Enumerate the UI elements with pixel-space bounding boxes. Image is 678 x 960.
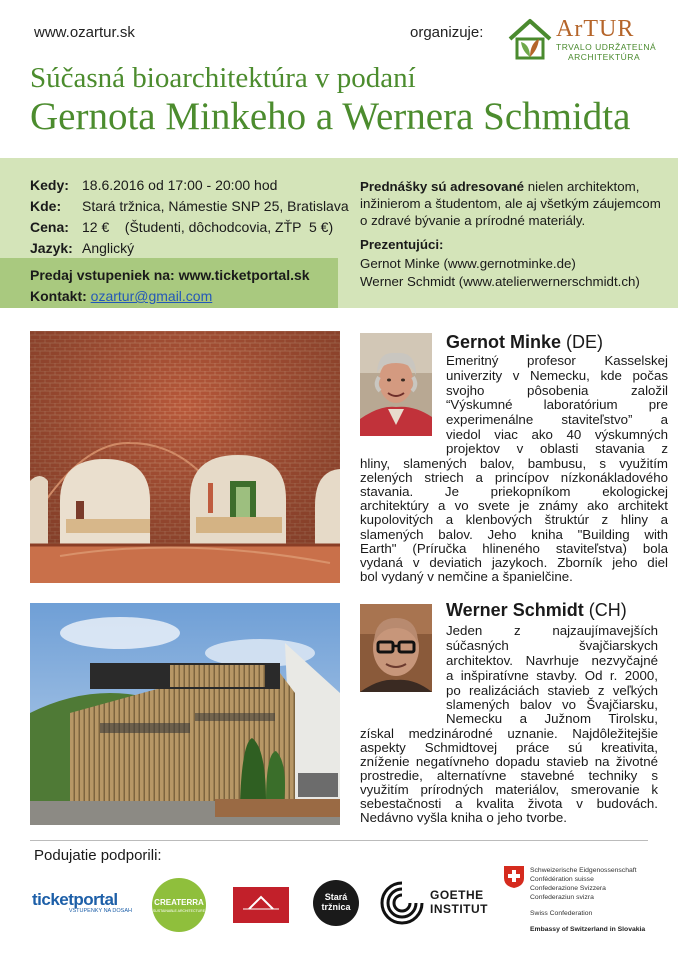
audience-text-part: nielen architektom, (524, 179, 640, 194)
page-title: Gernota Minkeho a Wernera Schmidta (30, 95, 631, 138)
werner-schmidt-portrait (360, 604, 432, 692)
bio-line: architektov. Navrhuje nezvyčajné (446, 653, 658, 668)
bio-line: bol vydaný v nemčine a španielčine. (360, 569, 573, 584)
bio-line: hliny, slamených balov, bambusu, s využitím (360, 456, 668, 471)
bio-line: kupolovitých a klenbových štruktúr z hliny a (360, 512, 668, 527)
goethe-institut-logo (380, 880, 490, 926)
audience-lead: Prednášky sú adresované (360, 179, 525, 194)
supporters-label: Podujatie podporili: (34, 847, 162, 864)
ticketportal-name: ticketportal (32, 890, 118, 909)
gernot-minke-portrait (360, 333, 432, 436)
gernot-minke-name (446, 332, 603, 353)
werner-schmidt-name (446, 600, 627, 621)
bio-line: slamených balov vo Švajčiarsku, (446, 697, 658, 712)
event-value: Anglický (82, 240, 135, 256)
footer-divider (30, 840, 648, 841)
organizer-label: organizuje: (410, 24, 484, 41)
bio-line: slamených balov. Jeho kniha "Building with (360, 527, 668, 542)
bio-line: projektov v oblasti stavania z (446, 441, 668, 456)
event-value: 18.6.2016 od 17:00 - 20:00 hod (82, 177, 278, 193)
arrow-mark-icon (233, 887, 289, 923)
event-row-language (30, 238, 349, 259)
website-url[interactable]: www.ozartur.sk (34, 24, 135, 41)
audience-text-part: o zdravé bývanie a prírodné materiály. (360, 213, 586, 228)
page-subtitle: Súčasná bioarchitektúra v podaní (30, 62, 416, 94)
presenter-link[interactable]: Gernot Minke (www.gernotminke.de) (360, 256, 576, 271)
event-row-place (30, 196, 349, 217)
bio-name: Gernot Minke (446, 332, 562, 352)
ticketportal-logo (32, 890, 132, 914)
event-value: Stará tržnica, Námestie SNP 25, Bratislava (82, 198, 349, 214)
presenter-link[interactable]: Werner Schmidt (www.atelierwernerschmidt.ch) (360, 274, 640, 289)
wooden-building-photo (30, 603, 340, 825)
ticketportal-tagline: VSTUPENKY NA DOSAH (68, 908, 132, 914)
bio-line: viedol viac ako 40 výskumných (446, 427, 668, 442)
swiss-embassy-name: Embassy of Switzerland in Slovakia (530, 926, 646, 933)
event-value: 12 € (Študenti, dôchodcovia, ZŤP 5 €) (82, 219, 334, 235)
swiss-flag-icon (504, 866, 524, 888)
event-key: Kde: (30, 198, 62, 214)
bio-line: a inšpiratívne stavby. Od r. 2000, (446, 668, 658, 683)
swiss-name-line: Confederaziun svizra (530, 894, 594, 901)
event-row-price (30, 217, 349, 238)
event-key: Cena: (30, 219, 69, 235)
swiss-name-line: Confédération suisse (530, 876, 594, 883)
swiss-name-line: Confederazione Svizzera (530, 885, 606, 892)
bio-line: zníženie negatívneho dopadu stavieb na životné (360, 754, 658, 769)
presenters-heading: Prezentujúci: (360, 237, 444, 252)
createrra-logo (152, 878, 206, 932)
contact-email-link[interactable]: ozartur@gmail.com (90, 288, 213, 304)
bio-line: po realizáciách stavieb z veľkých (446, 683, 658, 698)
goethe-spiral-icon (380, 881, 424, 925)
goethe-name: GOETHE (430, 888, 484, 902)
logo-tagline: ARCHITEKTÚRA (568, 52, 641, 62)
audience-text-part: inžinierom a študentom, ale aj všetkým záujemcom (360, 196, 661, 211)
bio-country: (CH) (583, 600, 627, 620)
bio-line: architektúry a vo svete je známy ako architekt (360, 498, 668, 513)
contact-label: Kontakt: (30, 288, 87, 304)
bio-line: sebestačnosti a kvalita života v budovách. (360, 796, 658, 811)
bio-line: súčasných švajčiarskych (446, 638, 658, 653)
bio-line: svojho pôsobenia založil (446, 383, 668, 398)
swiss-embassy-logo (504, 866, 664, 946)
house-leaf-icon (506, 17, 554, 61)
ticket-info (30, 265, 310, 307)
logo-tagline: TRVALO UDRŽATEĽNÁ (556, 42, 657, 52)
architecture-partner-logo (233, 887, 289, 923)
bio-line: Jeden z najzaujímavejších (446, 623, 658, 638)
bio-line: stavania. Je priekopníkom ekologickej (360, 484, 668, 499)
stara-trznica-logo (313, 880, 359, 926)
event-key: Kedy: (30, 177, 69, 193)
bio-line: Nemecku a Južnom Tirolsku, (446, 711, 658, 726)
artur-logo (506, 15, 656, 63)
bio-line: “Výskumné laboratórium pre (446, 397, 668, 412)
bio-line: získal medzinárodné uznanie. Najdôležitejšie (360, 726, 658, 741)
createrra-tagline: SUSTAINABLE ARCHITECTURE (152, 909, 206, 913)
event-key: Jazyk: (30, 240, 73, 256)
event-row-date (30, 175, 349, 196)
bio-line: vydaná v deviatich jazykoch. Zborník jeho diel (360, 555, 668, 570)
bio-line: experimenálne staviteľstvo” a (446, 412, 668, 427)
swiss-confederation: Swiss Confederation (530, 910, 593, 917)
goethe-name: INSTITUT (430, 902, 488, 916)
bio-line: aspekty Schmidtovej práce sú kreativita, (360, 740, 658, 755)
audience-text (360, 178, 668, 229)
bio-country: (DE) (561, 332, 604, 352)
bio-line: univerzity v Nemecku, kde počas (446, 368, 668, 383)
logo-name: ArTUR (556, 16, 635, 42)
bio-line: využitím prírodných materiálov, smerovanie k (360, 782, 658, 797)
stara-trznica-name: Stará tržnica (321, 892, 351, 912)
bio-line: Nedávno vyšla kniha o jeho tvorbe. (360, 810, 567, 825)
event-details (30, 175, 349, 259)
bio-line: zelených striech a princípov nízkonákladového (360, 470, 668, 485)
createrra-name: CREATERRA (154, 898, 204, 907)
swiss-name-line: Schweizerische Eidgenossenschaft (530, 867, 637, 874)
dome-interior-photo (30, 331, 340, 583)
bio-line: Earth" (Príručka hlineného staviteľstva) bola (360, 541, 668, 556)
bio-line: prostredie, alternatívne stavebné techniky s (360, 768, 658, 783)
bio-line: Emeritný profesor Kasselskej (446, 353, 668, 368)
ticket-sale-text[interactable]: Predaj vstupeniek na: www.ticketportal.sk (30, 267, 310, 283)
bio-name: Werner Schmidt (446, 600, 584, 620)
